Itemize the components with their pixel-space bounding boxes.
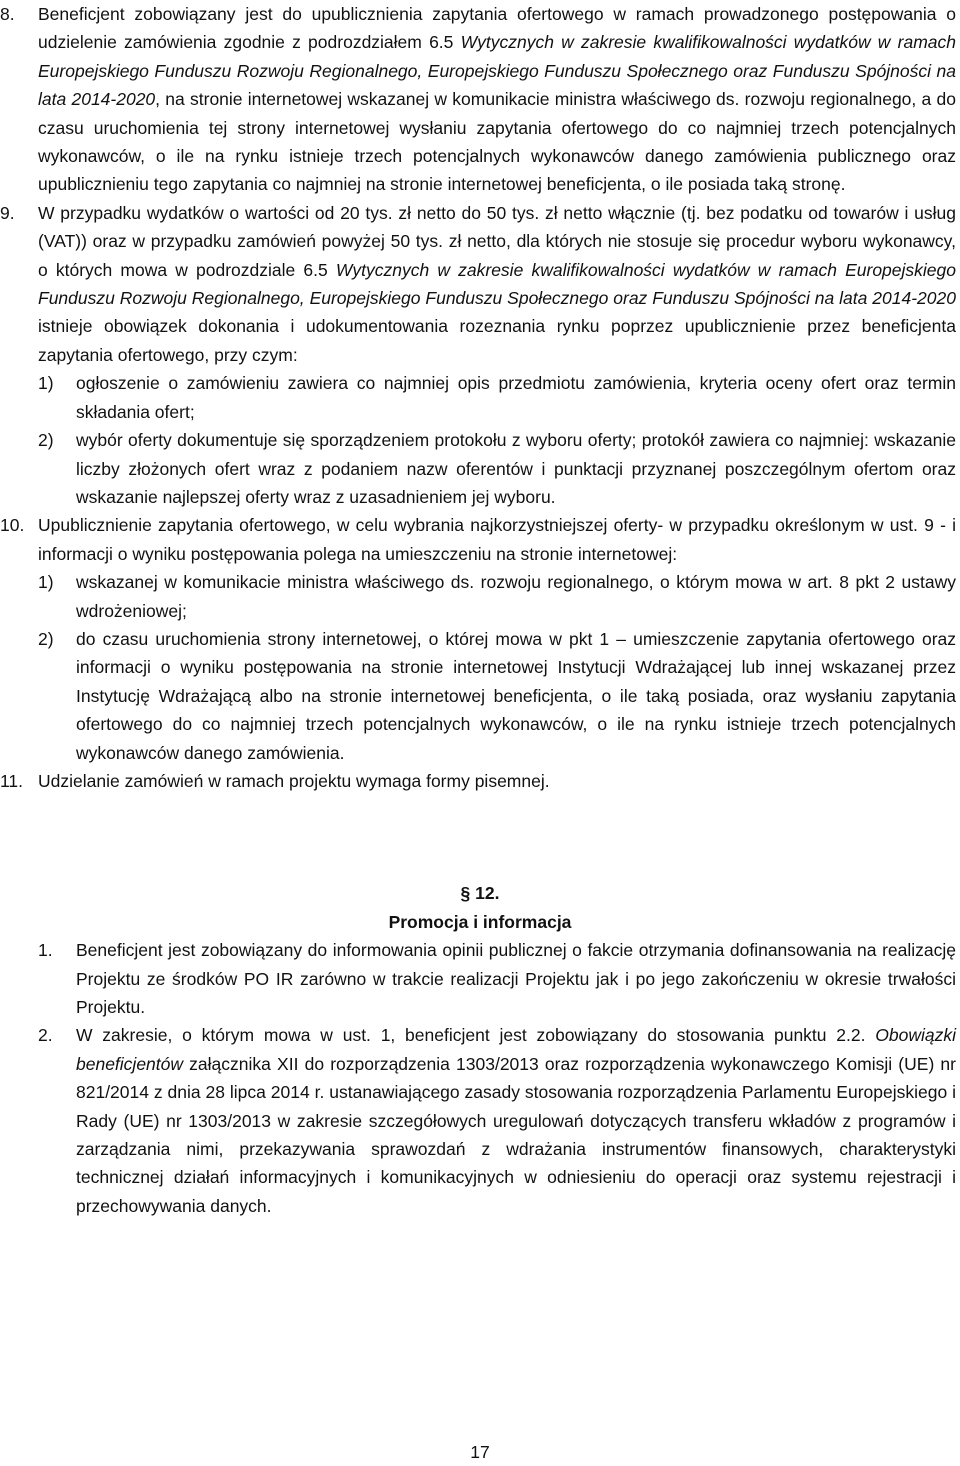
- paragraph-text: W przypadku wydatków o wartości od 20 tys. zł netto do 50 tys. zł netto włącznie (tj. bez podatku od towarów i usług (VAT)) oraz w przypadku zamówień powyżej 50 tys. zł netto, dla których nie stosuje się procedur wyboru wykonawcy, o których mowa w podrozdziale 6.5: [38, 202, 956, 280]
- subitem-text: wskazanej w komunikacie ministra właściwego ds. rozwoju regionalnego, o którym mowa w art. 8 pkt 2 ustawy wdrożeniowej;: [76, 572, 956, 621]
- paragraph-text: Beneficjent zobowiązany jest do upublicznienia zapytania ofertowego w ramach prowadzonego postępowania o udzielenie zamówienia zgodnie z podrozdziałem 6.5: [38, 4, 956, 53]
- subitem-number: 2): [38, 628, 54, 649]
- paragraph-11: [0, 767, 960, 795]
- paragraph-text: Upublicznienie zapytania ofertowego, w celu wybrania najkorzystniejszej oferty- w przypadku określonym w ust. 9 - i informacji o wyniku postępowania polega na umieszczeniu na stronie internetowej:: [38, 515, 956, 564]
- guidelines-title: Wytycznych w zakresie kwalifikowalności wydatków w ramach Europejskiego Funduszu Rozwoju Regionalnego, Europejskiego Funduszu Społecznego oraz Funduszu Spójności na lata 2014-2020: [38, 32, 956, 110]
- paragraph-number: 8.: [0, 4, 15, 24]
- subitem-10-2: [0, 625, 960, 767]
- subitem-number: 1): [38, 572, 54, 593]
- subitem-text: wybór oferty dokumentuje się sporządzeniem protokołu z wyboru oferty; protokół zawiera co najmniej: wskazanie liczby złożonych ofert wraz z podaniem nazw oferentów i punktacji przyznanej poszczególnym ofertom oraz wskazanie najlepszej oferty wraz z uzasadnieniem jej wyboru.: [76, 430, 956, 507]
- guidelines-title: Wytycznych w zakresie kwalifikowalności wydatków w ramach Europejskiego Funduszu Rozwoju Regionalnego, Europejskiego Funduszu Społecznego oraz Funduszu Spójności na lata 2014-2020: [38, 259, 956, 309]
- paragraph-number: 10.: [0, 515, 25, 536]
- paragraph-10: [0, 511, 960, 568]
- obligations-title: Obowiązki beneficjentów: [76, 1025, 956, 1074]
- subitem-text: do czasu uruchomienia strony internetowej, o której mowa w pkt 1 – umieszczenie zapytania ofertowego oraz informacji o wyniku postępowania na stronie internetowej Instytucji Wdrażającej lub innej wskazanej przez Instytucję Wdrażającą albo na stronie internetowej beneficjenta, o ile taką posiada, oraz wysłaniu zapytania ofertowego do co najmniej trzech potencjalnych wykonawców, o ile na rynku istnieje trzech potencjalnych wykonawców danego zamówienia.: [76, 628, 956, 763]
- paragraph-text: Beneficjent jest zobowiązany do informowania opinii publicznej o fakcie otrzymania dofinansowania na realizację Projektu ze środków PO IR zarówno w trakcie realizacji Projektu jak i po jego zakończeniu w okresie trwałości Projektu.: [76, 940, 956, 1017]
- section-title: Promocja i informacja: [388, 911, 572, 932]
- subitem-number: 2): [38, 430, 54, 451]
- subitem-text: ogłoszenie o zamówieniu zawiera co najmniej opis przedmiotu zamówienia, kryteria oceny ofert oraz termin składania ofert;: [76, 373, 956, 422]
- paragraph-8: [0, 0, 960, 199]
- section-12-item-1: [0, 936, 960, 1021]
- subitem-9-1: [0, 369, 960, 426]
- paragraph-number: 2.: [38, 1025, 53, 1046]
- subitem-9-2: [0, 426, 960, 511]
- section-number-text: 12.: [475, 883, 500, 904]
- section-12-item-2: [0, 1021, 960, 1220]
- paragraph-number: 9.: [0, 202, 15, 223]
- paragraph-text: , na stronie internetowej wskazanej w komunikacie ministra właściwego ds. rozwoju regionalnego, a do czasu uruchomienia tej strony internetowej wysłaniu zapytania ofertowego do co najmniej trzech potencjalnych wykonawców, o ile na rynku istnieje trzech potencjalnych wykonawców danego zamówienia publicznego oraz upublicznieniu tego zapytania co najmniej na stronie internetowej beneficjenta, o ile posiada taką stronę.: [38, 89, 956, 195]
- paragraph-number: 1.: [38, 940, 53, 961]
- paragraph-9: [0, 199, 960, 369]
- page-number: 17: [470, 1442, 490, 1462]
- paragraph-text: istnieje obowiązek dokonania i udokumentowania rozeznania rynku poprzez upublicznienie przez beneficjenta zapytania ofertowego, przy czym:: [38, 316, 956, 365]
- subitem-number: 1): [38, 373, 54, 394]
- paragraph-text: W zakresie, o którym mowa w ust. 1, beneficjent jest zobowiązany do stosowania punktu 2.2.: [76, 1025, 876, 1046]
- section-12: [0, 879, 960, 1220]
- section-number: [0, 879, 960, 907]
- section-symbol: §: [460, 883, 471, 904]
- paragraph-number: 11.: [0, 770, 24, 791]
- paragraph-text: załącznika XII do rozporządzenia 1303/2013 oraz rozporządzenia wykonawczego Komisji (UE) nr 821/2014 z dnia 28 lipca 2014 r. ustanawiającego zasady stosowania rozporządzenia Parlamentu Europejskiego i Rady (UE) nr 1303/2013 w zakresie szczegółowych uregulowań dotyczących transferu wkładów z programów i zarządzania nimi, przekazywania sprawozdań z wdrażania instrumentów finansowych, charakterystyki technicznej działań informacyjnych i komunikacyjnych w odniesieniu do operacji oraz systemu rejestracji i przechowywania danych.: [76, 1053, 956, 1216]
- subitem-10-1: [0, 568, 960, 625]
- paragraph-text: Udzielanie zamówień w ramach projektu wymaga formy pisemnej.: [38, 770, 550, 791]
